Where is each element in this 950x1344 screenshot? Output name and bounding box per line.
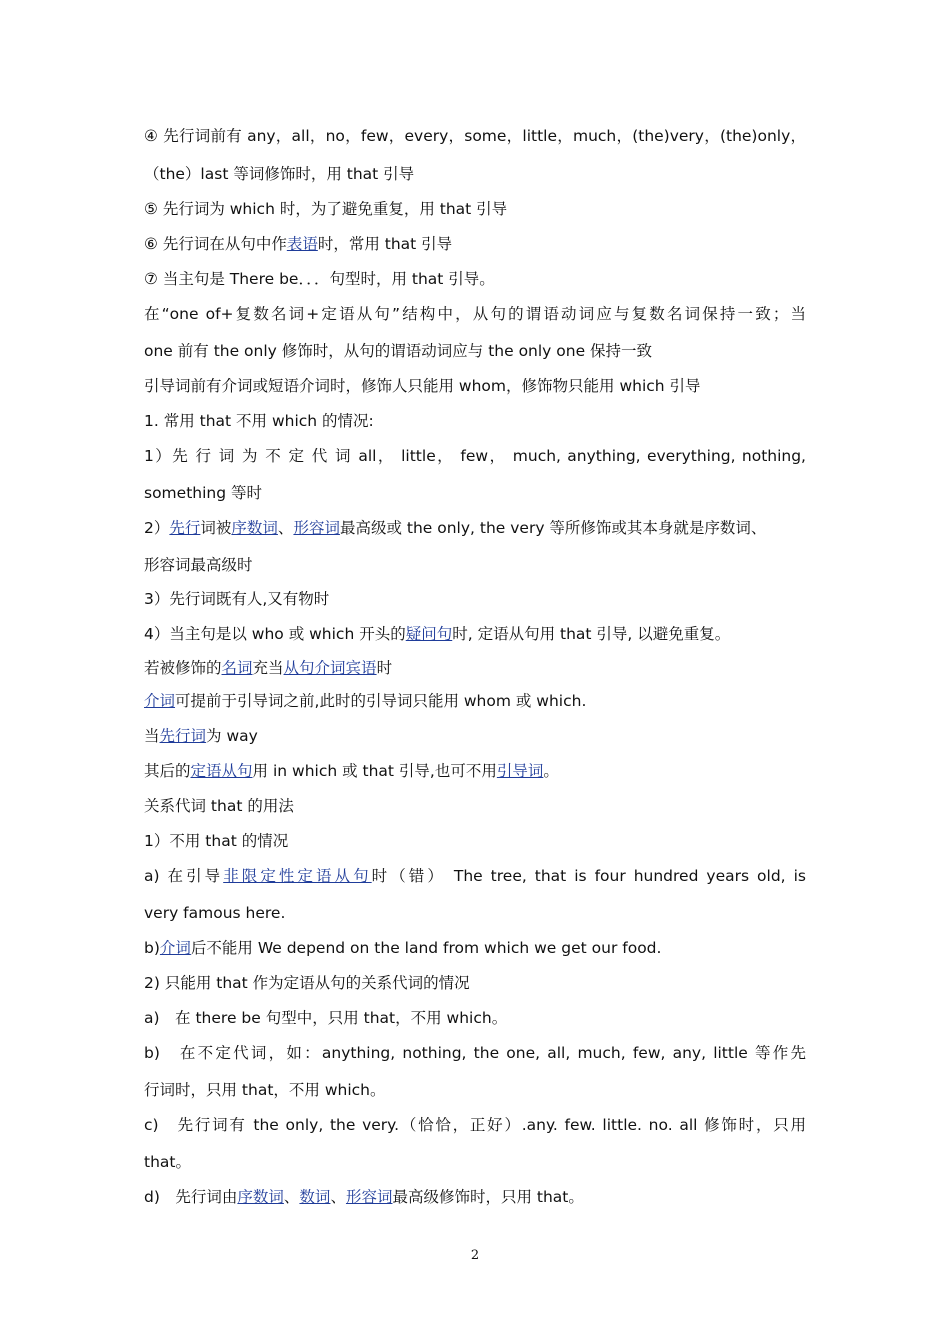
text-span: 在“one of+复数名词+定语从句”结构中，从句的谓语动词应与复数名词保持一致；当 [144,305,806,323]
text-line [144,126,806,146]
text-line [144,234,806,254]
text-line [144,624,806,644]
text-span: a) 在引导 [144,867,224,885]
hyperlink[interactable]: 形容词 [345,1188,393,1206]
hyperlink[interactable]: 先行 [169,519,201,537]
text-span: ④ 先行词前有 any，all，no，few，every，some，little，much，(the)very，(the)only， [144,127,806,145]
text-line [144,691,806,711]
text-line [144,199,806,219]
text-line [144,518,806,538]
text-span: 时（错） The tree, that is four hundred years old, is [371,867,806,885]
hyperlink[interactable]: 序数词 [237,1188,284,1206]
hyperlink[interactable]: 数词 [299,1188,331,1206]
hyperlink[interactable]: 定语从句 [190,762,253,780]
text-line [144,831,806,851]
text-span: 若被修饰的 [144,659,222,677]
text-span: 时, 定语从句用 that 引导, 以避免重复。 [452,625,731,643]
text-span: 用 in which 或 that 引导,也可不用 [252,762,497,780]
hyperlink[interactable]: 介词 [144,692,176,710]
text-line [144,483,806,503]
text-line [144,1187,806,1207]
hyperlink[interactable]: 非限定性定语从句 [223,867,372,885]
hyperlink[interactable]: 名词 [221,659,253,677]
text-span: 最高级修饰时，只用 that。 [392,1188,584,1206]
text-line [144,973,806,993]
text-span: b) 在不定代词，如：anything, nothing, the one, all, much, few, any, little 等作先 [144,1044,806,1062]
text-span: 时 [376,659,393,677]
text-line [144,304,806,324]
text-span: 其后的 [144,762,191,780]
text-span: b) [144,939,160,957]
text-span: that。 [144,1153,191,1171]
text-span: 1）先 行 词 为 不 定 代 词 all， little， few， much, anything, everything, nothing, [144,447,806,465]
text-span: 2) 只能用 that 作为定语从句的关系代词的情况 [144,974,470,992]
text-span: 当 [144,727,160,745]
text-span: 关系代词 that 的用法 [144,797,294,815]
text-line [144,866,806,886]
text-span: very famous here. [144,904,286,922]
text-line [144,1115,806,1135]
text-span: 。 [543,762,559,780]
text-line [144,411,806,431]
text-line [144,341,806,361]
text-span: a) 在 there be 句型中，只用 that，不用 which。 [144,1009,508,1027]
text-line [144,1152,806,1172]
text-span: 3）先行词既有人,又有物时 [144,590,330,608]
text-line [144,1008,806,1028]
text-line [144,376,806,396]
text-line [144,903,806,923]
page-number: 2 [470,1248,480,1263]
hyperlink[interactable]: 形容词 [293,519,340,537]
text-span: 行词时，只用 that，不用 which。 [144,1081,386,1099]
hyperlink[interactable]: 引导词 [496,762,544,780]
text-span: ⑦ 当主句是 There be．．．句型时，用 that 引导。 [144,270,495,288]
text-line [144,269,806,289]
text-span: 为 way [206,727,258,745]
text-span: 2） [144,519,170,537]
text-span: 充当 [252,659,284,677]
text-line [144,1080,806,1100]
text-span: ⑤ 先行词为 which 时，为了避免重复，用 that 引导 [144,200,508,218]
hyperlink[interactable]: 疑问句 [405,625,453,643]
hyperlink[interactable]: 表语 [286,235,318,253]
hyperlink[interactable]: 从句介词宾语 [283,659,377,677]
text-span: 可提前于引导词之前,此时的引导词只能用 whom 或 which. [175,692,587,710]
text-span: 1. 常用 that 不用 which 的情况: [144,412,374,430]
text-line [144,1043,806,1063]
text-line [144,658,806,678]
text-line [144,938,806,958]
text-line [144,446,806,466]
text-span: 引导词前有介词或短语介词时，修饰人只能用 whom，修饰物只能用 which 引导 [144,377,701,395]
text-span: something 等时 [144,484,262,502]
text-line [144,164,806,184]
text-span: 、 [277,519,294,537]
hyperlink[interactable]: 介词 [159,939,191,957]
text-line [144,589,806,609]
text-span: （the）last 等词修饰时，用 that 引导 [144,165,415,183]
text-line [144,726,806,746]
text-span: 后不能用 We depend on the land from which we get our food. [190,939,662,957]
text-span: one 前有 the only 修饰时，从句的谓语动词应与 the only one 保持一致 [144,342,653,360]
hyperlink[interactable]: 序数词 [231,519,278,537]
text-span: 词被 [200,519,232,537]
text-line [144,796,806,816]
hyperlink[interactable]: 先行词 [159,727,207,745]
text-line [144,555,806,575]
text-span: 形容词最高级时 [144,556,253,574]
text-span: 最高级或 the only, the very 等所修饰或其本身就是序数词、 [339,519,767,537]
text-span: d) 先行词由 [144,1188,238,1206]
text-span: c) 先行词有 the only, the very.（恰恰，正好）.any. few. little. no. all 修饰时，只用 [144,1116,806,1134]
text-span: 4）当主句是以 who 或 which 开头的 [144,625,406,643]
text-span: 、 [283,1188,300,1206]
text-span: 时，常用 that 引导 [317,235,453,253]
text-line [144,761,806,781]
text-span: 1）不用 that 的情况 [144,832,289,850]
text-span: ⑥ 先行词在从句中作 [144,235,287,253]
text-span: 、 [330,1188,346,1206]
